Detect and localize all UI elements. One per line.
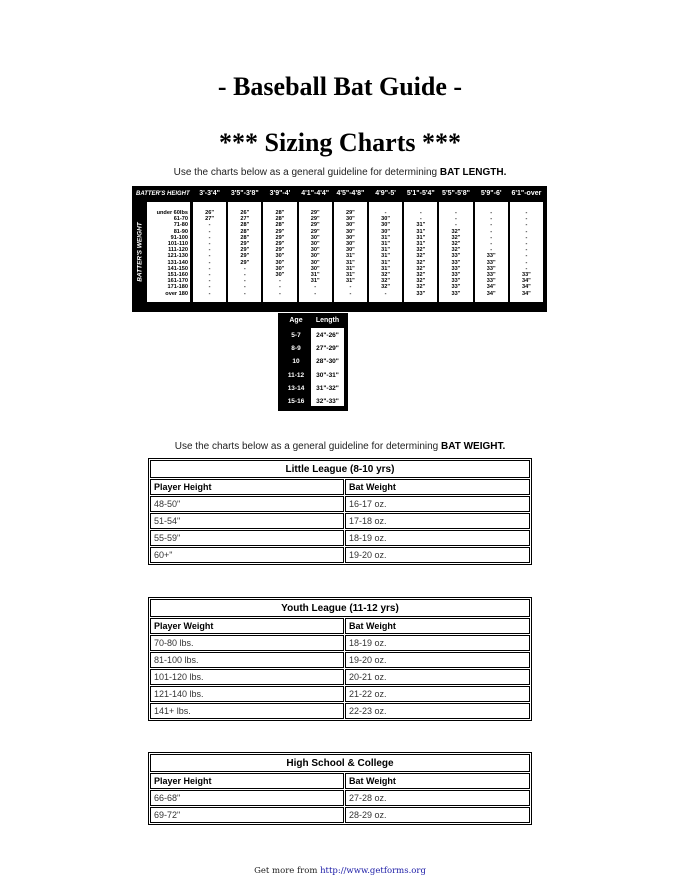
- length-cell: 33": [416, 290, 426, 297]
- column-header: Player Weight: [150, 618, 344, 634]
- length-cell: -: [208, 284, 211, 291]
- length-cell: 29": [345, 210, 355, 216]
- age-cell: 13-14: [287, 384, 305, 392]
- weight-label: 111-120: [168, 247, 188, 254]
- length-cell: 32": [381, 284, 391, 291]
- age-cell: 10: [292, 358, 300, 366]
- length-cell: 33": [486, 253, 496, 260]
- weight-label: 101-110: [167, 241, 188, 247]
- table-cell: 19-20 oz.: [345, 547, 530, 563]
- column-header: Player Height: [150, 773, 344, 789]
- footer-text: Get more from: [254, 866, 321, 876]
- table-row: [150, 547, 530, 563]
- length-column: [334, 202, 367, 302]
- length-cell: -: [490, 228, 493, 235]
- length-cell: 29": [275, 241, 285, 247]
- length-cell: 31": [345, 259, 355, 266]
- bat-length-chart: [132, 186, 547, 312]
- weight-label: 71-80: [173, 222, 188, 229]
- length-cell: -: [349, 284, 352, 291]
- length-cell: -: [525, 228, 528, 235]
- table-cell: 27-28 oz.: [345, 790, 530, 806]
- length-cell: 29": [275, 228, 285, 235]
- bat-weight-intro-bold: BAT WEIGHT.: [441, 441, 506, 452]
- weight-column: [147, 202, 190, 302]
- bat-weight-intro-text: Use the charts below as a general guideline for determining: [174, 441, 441, 452]
- length-cell: 30": [381, 228, 391, 235]
- length-cell: 31": [310, 272, 320, 278]
- age-cell: 8-9: [291, 345, 301, 353]
- table-cell: 18-19 oz.: [345, 530, 530, 546]
- length-cell: -: [419, 210, 422, 216]
- length-cell: -: [208, 272, 211, 278]
- length-cell: 30": [345, 241, 355, 247]
- age-cell: 5-7: [291, 332, 301, 339]
- length-cell: -: [455, 222, 457, 229]
- length-cell: 33": [451, 259, 461, 266]
- length-cell: 34": [521, 278, 531, 285]
- length-cell: 31": [381, 253, 391, 260]
- length-cell: 33": [486, 278, 496, 285]
- column-header: Player Height: [150, 479, 344, 495]
- length-cell: 30": [275, 259, 285, 266]
- length-cell: -: [279, 278, 281, 285]
- table-cell: 51-54": [150, 513, 344, 529]
- length-cell: 33": [451, 290, 461, 297]
- length-cell: 30": [310, 247, 320, 254]
- age-cell: 11-12: [287, 371, 305, 379]
- batters-weight-side: [134, 202, 146, 302]
- length-cell: 24"-26": [316, 332, 339, 339]
- length-cell: 31": [345, 253, 355, 260]
- weight-label: 161-170: [167, 278, 188, 285]
- length-column: [404, 202, 437, 302]
- weight-label: 171-180: [167, 284, 188, 291]
- length-cell: 29": [240, 259, 250, 266]
- length-cell: 29": [240, 253, 250, 260]
- length-cell: 30": [345, 247, 355, 254]
- length-cell: 31": [345, 265, 355, 272]
- length-cell: -: [490, 234, 493, 241]
- length-column: [193, 202, 226, 302]
- length-cell: 33": [451, 265, 461, 272]
- length-column: [228, 202, 261, 302]
- weight-label: 121-130: [167, 253, 188, 260]
- length-cell: 32": [381, 272, 391, 278]
- length-cell: -: [490, 222, 493, 229]
- length-column: [263, 202, 296, 302]
- height-header: 4'9"-5': [375, 190, 396, 197]
- height-header: 3'5"-3'8": [230, 190, 259, 197]
- table-row: [150, 513, 530, 529]
- weight-label: over 180: [165, 290, 188, 297]
- length-cell: 28"-30": [316, 358, 339, 366]
- table-row: [150, 530, 530, 546]
- length-cell: -: [208, 234, 211, 241]
- bat-length-intro: [0, 167, 680, 178]
- table-row: [150, 807, 530, 823]
- weight-label: under 60lbs: [156, 210, 188, 216]
- table-cell: 21-22 oz.: [345, 686, 530, 702]
- length-cell: -: [243, 278, 246, 285]
- length-cell: 32": [416, 284, 426, 291]
- length-cell: 29": [240, 241, 250, 247]
- length-cell: 29": [240, 247, 250, 254]
- length-cell: 30": [275, 253, 285, 260]
- table-cell: 69-72": [150, 807, 344, 823]
- length-cell: 33": [486, 272, 496, 278]
- column-header: Bat Weight: [345, 618, 530, 634]
- length-cell: -: [490, 210, 493, 216]
- length-cell: 32": [416, 272, 426, 278]
- table-row: [150, 496, 530, 512]
- caption-row: [150, 460, 530, 478]
- length-cell: -: [208, 222, 211, 229]
- length-cell: -: [490, 241, 493, 247]
- little-league-table: [148, 458, 532, 565]
- length-cell: 30"-31": [316, 371, 339, 379]
- length-cell: 33": [521, 272, 531, 278]
- table-cell: 55-59": [150, 530, 344, 546]
- youth-league-table: [148, 597, 532, 721]
- footer-link[interactable]: http://www.getforms.org: [320, 866, 426, 876]
- length-cell: 30": [275, 272, 285, 278]
- length-cell: 30": [310, 259, 320, 266]
- length-cell: -: [525, 253, 528, 260]
- table-cell: 70-80 lbs.: [150, 635, 344, 651]
- length-cell: 32": [416, 253, 426, 260]
- length-cell: 32": [416, 259, 426, 266]
- length-cell: -: [243, 272, 246, 278]
- table-caption: High School & College: [150, 754, 530, 772]
- length-cell: -: [525, 210, 528, 216]
- table-row: [150, 790, 530, 806]
- length-cell: -: [525, 265, 528, 272]
- weight-label: 81-90: [173, 228, 188, 235]
- length-cell: -: [208, 265, 211, 272]
- height-header: 3'9"-4': [269, 190, 291, 197]
- page-title: - Baseball Bat Guide -: [217, 72, 463, 101]
- length-cell: 26": [205, 210, 215, 216]
- table-cell: 17-18 oz.: [345, 513, 530, 529]
- length-cell: 33": [451, 278, 461, 285]
- length-cell: 31": [381, 265, 391, 272]
- length-cell: 32"-33": [316, 398, 339, 405]
- length-cell: -: [243, 265, 246, 272]
- footer: [0, 866, 680, 876]
- table-row: [150, 686, 530, 702]
- length-cell: -: [525, 222, 528, 229]
- length-column: [299, 202, 332, 302]
- length-cell: 29": [275, 247, 285, 254]
- length-cell: -: [208, 253, 211, 260]
- length-cell: -: [208, 241, 211, 247]
- length-cell: 31": [345, 272, 355, 278]
- weight-label: 131-140: [167, 259, 188, 266]
- height-header: 4'5"-4'8": [336, 190, 365, 197]
- length-values-box: [311, 328, 344, 406]
- length-cell: 26": [240, 210, 250, 216]
- length-cell: -: [208, 278, 211, 285]
- table-cell: 28-29 oz.: [345, 807, 530, 823]
- table-row: [150, 669, 530, 685]
- batters-height-label: BATTER'S HEIGHT: [136, 191, 190, 197]
- length-cell: 32": [416, 265, 426, 272]
- height-header: 5'5"-5'8": [442, 190, 470, 197]
- length-cell: -: [279, 284, 281, 291]
- length-cell: 31"-32": [316, 384, 339, 392]
- caption-row: [150, 599, 530, 617]
- weight-label: 141-150: [167, 265, 188, 272]
- length-cell: 28": [275, 222, 285, 229]
- length-cell: 31": [416, 234, 426, 241]
- weight-label: 61-70: [173, 216, 188, 223]
- length-cell: -: [279, 290, 281, 297]
- weight-label: 91-100: [170, 234, 188, 241]
- column-header: Bat Weight: [345, 479, 530, 495]
- length-cell: -: [525, 247, 528, 254]
- length-cell: 34": [486, 284, 496, 291]
- length-cell: 31": [381, 241, 391, 247]
- length-cell: 29": [310, 210, 320, 216]
- length-cell: 32": [451, 247, 461, 254]
- length-cell: -: [490, 247, 493, 254]
- high-school-table: [148, 752, 532, 825]
- length-cell: -: [525, 234, 528, 241]
- length-cell: -: [208, 259, 211, 266]
- caption-row: [150, 754, 530, 772]
- table-cell: 81-100 lbs.: [150, 652, 344, 668]
- table-cell: 60+": [150, 547, 344, 563]
- length-cell: 30": [310, 234, 320, 241]
- length-cell: 32": [451, 228, 461, 235]
- length-cell: -: [525, 241, 528, 247]
- table-cell: 16-17 oz.: [345, 496, 530, 512]
- length-cell: 30": [381, 222, 391, 229]
- table-cell: 20-21 oz.: [345, 669, 530, 685]
- length-cell: -: [208, 247, 211, 254]
- table-caption: Youth League (11-12 yrs): [150, 599, 530, 617]
- length-cell: 31": [381, 259, 391, 266]
- age-length-chart: [278, 313, 348, 411]
- table-cell: 48-50": [150, 496, 344, 512]
- length-cell: 30": [275, 265, 285, 272]
- length-cell: -: [349, 290, 352, 297]
- table-cell: 141+ lbs.: [150, 703, 344, 719]
- length-cell: -: [243, 284, 246, 291]
- table-row: [150, 703, 530, 719]
- length-cell: 34": [521, 284, 531, 291]
- length-cell: 34": [521, 290, 531, 297]
- length-cell: 28": [275, 210, 285, 216]
- length-cell: -: [455, 210, 457, 216]
- length-cell: 30": [381, 216, 391, 223]
- page-subtitle: *** Sizing Charts ***: [219, 128, 461, 157]
- table-cell: 101-120 lbs.: [150, 669, 344, 685]
- length-cell: 32": [416, 278, 426, 285]
- length-header: Length: [315, 317, 340, 324]
- length-cell: -: [419, 216, 422, 223]
- height-header: 5'1"-5'4": [406, 190, 435, 197]
- length-cell: 30": [310, 253, 320, 260]
- age-cell: 15-16: [287, 398, 305, 405]
- batters-weight-label: BATTER'S WEIGHT: [136, 222, 144, 282]
- table-cell: 66-68": [150, 790, 344, 806]
- length-cell: 29": [310, 228, 320, 235]
- length-cell: 33": [486, 265, 496, 272]
- table-cell: 22-23 oz.: [345, 703, 530, 719]
- length-cell: 30": [345, 228, 355, 235]
- length-cell: 32": [381, 278, 391, 285]
- length-cell: 31": [381, 247, 391, 254]
- length-cell: 30": [345, 234, 355, 241]
- length-cell: 27": [240, 216, 250, 223]
- length-column: [369, 202, 402, 302]
- length-cell: 31": [416, 241, 426, 247]
- length-cell: 32": [451, 234, 461, 241]
- length-cell: 31": [345, 278, 355, 285]
- bat-length-intro-bold: BAT LENGTH.: [439, 167, 507, 178]
- length-cell: -: [384, 290, 387, 297]
- length-cell: 27": [205, 216, 215, 223]
- length-cell: 28": [240, 228, 250, 235]
- table-cell: 19-20 oz.: [345, 652, 530, 668]
- length-cell: 30": [345, 216, 355, 223]
- length-cell: -: [490, 216, 493, 223]
- table-row: [150, 652, 530, 668]
- length-cell: 32": [451, 241, 461, 247]
- table-cell: 121-140 lbs.: [150, 686, 344, 702]
- length-column: [439, 202, 472, 302]
- length-cell: 31": [381, 234, 391, 241]
- length-cell: 33": [451, 253, 461, 260]
- length-column: [475, 202, 508, 302]
- header-row: [150, 618, 530, 634]
- length-cell: 33": [451, 284, 461, 291]
- column-header: Bat Weight: [345, 773, 530, 789]
- length-cell: 28": [240, 234, 250, 241]
- length-cell: 30": [310, 265, 320, 272]
- weight-label: 151-160: [167, 272, 188, 278]
- length-cell: 32": [416, 247, 426, 254]
- length-cell: 31": [310, 278, 320, 285]
- table-cell: 18-19 oz.: [345, 635, 530, 651]
- header-row: [150, 773, 530, 789]
- length-column: [510, 202, 543, 302]
- length-cell: -: [208, 290, 211, 297]
- length-cell: -: [525, 216, 528, 223]
- length-cell: -: [243, 290, 246, 297]
- length-cell: 30": [345, 222, 355, 229]
- table-row: [150, 635, 530, 651]
- length-cell: 30": [310, 241, 320, 247]
- length-cell: -: [314, 284, 317, 291]
- height-header: 3'-3'4": [199, 190, 220, 197]
- age-header: Age: [289, 317, 303, 324]
- bat-weight-intro: [0, 441, 680, 452]
- length-cell: 29": [275, 234, 285, 241]
- height-header: 6'1"-over: [511, 190, 542, 197]
- length-cell: 27"-29": [316, 345, 339, 353]
- length-cell: 33": [486, 259, 496, 266]
- length-cell: -: [525, 259, 528, 266]
- length-cell: 29": [310, 216, 320, 223]
- height-header: 5'9"-6': [480, 190, 502, 197]
- length-cell: -: [455, 216, 457, 223]
- table-caption: Little League (8-10 yrs): [150, 460, 530, 478]
- height-header: 4'1"-4'4": [301, 190, 330, 197]
- length-cell: -: [384, 210, 387, 216]
- length-cell: 29": [310, 222, 320, 229]
- length-cell: 33": [451, 272, 461, 278]
- length-cell: 31": [416, 228, 426, 235]
- length-cell: 28": [240, 222, 250, 229]
- length-cell: -: [208, 228, 211, 235]
- header-row: [150, 479, 530, 495]
- bat-length-intro-text: Use the charts below as a general guideline for determining: [173, 167, 440, 178]
- length-cell: 31": [416, 222, 426, 229]
- length-cell: 34": [486, 290, 496, 297]
- length-cell: 28": [275, 216, 285, 223]
- length-cell: -: [314, 290, 317, 297]
